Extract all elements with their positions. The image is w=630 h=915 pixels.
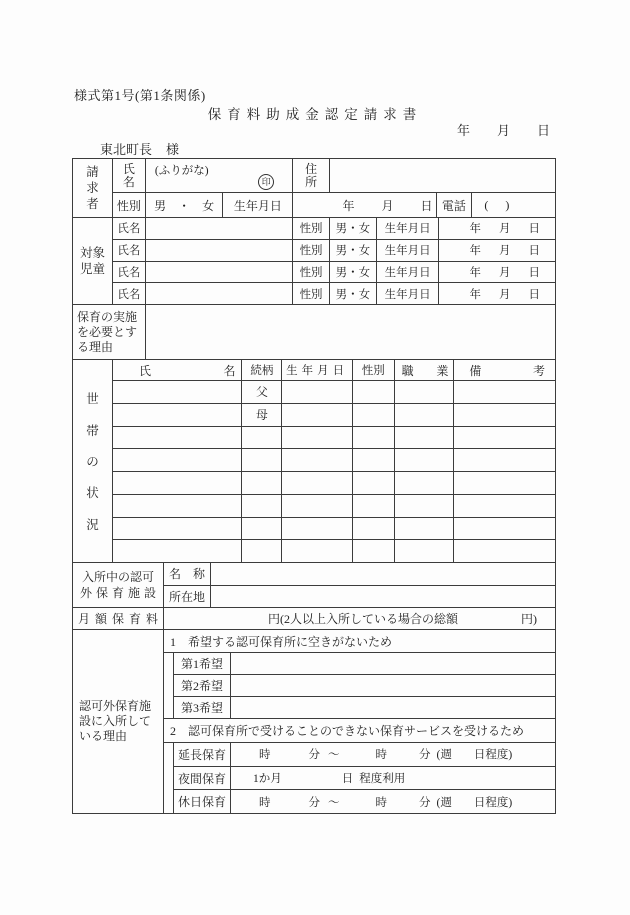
child-birth-label: 生年月日 <box>377 240 440 261</box>
household-occupation-header: 職 業 <box>395 360 455 380</box>
household-gender-field[interactable] <box>353 518 395 540</box>
indent-strip <box>164 743 174 813</box>
requester-address-field[interactable] <box>330 159 555 192</box>
child-gender-label: 性別 <box>293 240 330 261</box>
household-name-field[interactable] <box>113 518 242 540</box>
household-occupation-field[interactable] <box>395 404 455 426</box>
child-gender-label: 性別 <box>293 218 330 239</box>
monthly-fee-tail: 円) <box>521 612 537 626</box>
household-occupation-field[interactable] <box>395 540 455 562</box>
household-notes-field[interactable] <box>454 540 555 562</box>
household-gender-field[interactable] <box>353 404 395 426</box>
household-row <box>113 381 555 404</box>
household-name-field[interactable] <box>113 495 242 517</box>
child-row <box>113 262 555 284</box>
enrollment-reason-label: 認可外保育施 設に入所して いる理由 <box>73 630 164 813</box>
household-birth-field[interactable] <box>282 427 353 449</box>
household-birth-field[interactable] <box>282 404 353 426</box>
care-reason-label: 保育の実施 を必要とす る理由 <box>73 305 146 359</box>
preference-2-field[interactable] <box>231 675 555 696</box>
household-occupation-field[interactable] <box>395 381 455 403</box>
household-notes-field[interactable] <box>454 427 555 449</box>
household-gender-field[interactable] <box>353 381 395 403</box>
household-relation-field[interactable] <box>242 472 282 494</box>
household-relation-field[interactable] <box>242 495 282 517</box>
household-notes-field[interactable] <box>454 518 555 540</box>
seal-mark: 印 <box>258 174 274 190</box>
holiday-care-field[interactable]: 時 分 ～ 時 分 (週 日程度) <box>259 796 513 809</box>
requester-birth-field[interactable]: 年 月 日 <box>293 193 436 217</box>
child-name-field[interactable] <box>146 283 293 304</box>
household-notes-field[interactable] <box>454 495 555 517</box>
requester-section-label: 請 求 者 <box>73 159 113 217</box>
child-birth-field[interactable]: 年 月 日 <box>469 245 540 258</box>
enrollment-reason-section <box>73 630 555 813</box>
household-relation-field[interactable]: 母 <box>242 404 282 426</box>
household-gender-field[interactable] <box>353 472 395 494</box>
household-name-field[interactable] <box>113 472 242 494</box>
child-row <box>113 283 555 304</box>
addressee <box>100 139 179 158</box>
monthly-fee-label: 月額保育料 <box>73 608 164 629</box>
form-number: 様式第1号(第1条関係) <box>74 88 206 103</box>
household-name-field[interactable] <box>113 540 242 562</box>
facility-name-field[interactable] <box>211 563 555 585</box>
furigana-hint: (ふりがな) <box>154 165 209 177</box>
household-occupation-field[interactable] <box>395 518 455 540</box>
facility-section <box>73 563 555 608</box>
household-notes-field[interactable] <box>454 472 555 494</box>
facility-section-label: 入所中の認可 外保育施設 <box>73 563 164 607</box>
household-birth-field[interactable] <box>282 495 353 517</box>
facility-location-label: 所在地 <box>164 586 211 608</box>
requester-name-field[interactable] <box>146 159 293 192</box>
care-reason-section <box>73 305 555 360</box>
extended-care-label: 延長保育 <box>174 743 231 766</box>
requester-gender-options[interactable]: 男 ・ 女 <box>146 193 224 217</box>
child-gender-options[interactable]: 男・女 <box>330 262 377 283</box>
household-section-label: 世 帯 の 状 況 <box>73 360 113 562</box>
page-title: 保育料助成金認定請求書 <box>207 107 423 122</box>
household-gender-field[interactable] <box>353 449 395 471</box>
household-name-header: 氏 名 <box>113 360 242 380</box>
child-name-field[interactable] <box>146 218 293 239</box>
household-birth-field[interactable] <box>282 449 353 471</box>
household-row <box>113 495 555 518</box>
child-name-label: 氏名 <box>113 218 146 239</box>
reason-item-2: 2 認可保育所で受けることのできない保育サービスを受けるため <box>164 719 555 743</box>
household-row <box>113 427 555 450</box>
preference-1-field[interactable] <box>231 653 555 674</box>
child-gender-label: 性別 <box>293 283 330 304</box>
household-birth-field[interactable] <box>282 540 353 562</box>
requester-phone-label: 電話 <box>437 193 473 217</box>
child-birth-field[interactable]: 年 月 日 <box>469 288 540 301</box>
child-name-field[interactable] <box>146 240 293 261</box>
household-row <box>113 404 555 427</box>
household-gender-field[interactable] <box>353 495 395 517</box>
addressee-name: 東北町長 <box>100 142 153 157</box>
household-notes-field[interactable] <box>454 449 555 471</box>
child-name-label: 氏名 <box>113 262 146 283</box>
household-occupation-field[interactable] <box>395 495 455 517</box>
extended-care-field[interactable]: 時 分 ～ 時 分 (週 日程度) <box>259 749 513 762</box>
household-gender-field[interactable] <box>353 540 395 562</box>
addressee-honorific: 様 <box>166 142 180 157</box>
monthly-fee-field[interactable] <box>164 608 555 629</box>
holiday-care-row <box>174 790 555 813</box>
preference-2-label: 第2希望 <box>174 675 231 696</box>
household-relation-field[interactable]: 父 <box>242 381 282 403</box>
night-care-label: 夜間保育 <box>174 767 231 790</box>
household-relation-header: 続柄 <box>242 360 282 380</box>
household-notes-field[interactable] <box>454 381 555 403</box>
child-name-label: 氏名 <box>113 283 146 304</box>
preference-3-label: 第3希望 <box>174 697 231 718</box>
household-section <box>73 360 555 563</box>
requester-gender-label: 性別 <box>113 193 146 217</box>
children-rows <box>113 218 555 304</box>
household-relation-field[interactable] <box>242 427 282 449</box>
child-birth-label: 生年月日 <box>377 262 440 283</box>
household-gender-header: 性別 <box>353 360 395 380</box>
extended-care-row <box>174 743 555 767</box>
household-relation-field[interactable] <box>242 518 282 540</box>
household-row <box>113 518 555 541</box>
child-row <box>113 218 555 240</box>
children-section <box>73 218 555 305</box>
household-gender-field[interactable] <box>353 427 395 449</box>
household-name-field[interactable] <box>113 381 242 403</box>
indent-strip <box>164 653 174 718</box>
household-occupation-field[interactable] <box>395 472 455 494</box>
household-birth-header: 生年月日 <box>282 360 353 380</box>
child-gender-options[interactable]: 男・女 <box>330 218 377 239</box>
facility-location-field[interactable] <box>211 586 555 608</box>
facility-name-label: 名 称 <box>164 563 211 585</box>
reason-item-1: 1 希望する認可保育所に空きがないため <box>164 630 555 653</box>
service-group <box>164 743 555 813</box>
date-day-label: 日 <box>537 123 551 138</box>
household-relation-field[interactable] <box>242 540 282 562</box>
child-birth-field[interactable]: 年 月 日 <box>469 223 540 236</box>
form-table <box>72 158 556 814</box>
household-row <box>113 540 555 562</box>
monthly-fee-text: 円(2人以上入所している場合の総額 <box>268 612 458 626</box>
household-birth-field[interactable] <box>282 472 353 494</box>
household-name-field[interactable] <box>113 404 242 426</box>
household-birth-field[interactable] <box>282 381 353 403</box>
child-name-label: 氏名 <box>113 240 146 261</box>
preference-1-label: 第1希望 <box>174 653 231 674</box>
household-relation-field[interactable] <box>242 449 282 471</box>
child-gender-label: 性別 <box>293 262 330 283</box>
household-row <box>113 472 555 495</box>
household-header-row <box>113 360 555 381</box>
household-notes-field[interactable] <box>454 404 555 426</box>
night-care-row <box>174 767 555 791</box>
child-row <box>113 240 555 262</box>
household-row <box>113 449 555 472</box>
requester-address-label: 住 所 <box>293 159 330 192</box>
care-reason-field[interactable] <box>146 305 555 359</box>
household-occupation-field[interactable] <box>395 427 455 449</box>
requester-phone-field[interactable]: ( ) <box>484 197 510 212</box>
household-name-field[interactable] <box>113 449 242 471</box>
holiday-care-label: 休日保育 <box>174 790 231 813</box>
monthly-fee-section <box>73 608 555 630</box>
requester-section <box>73 159 555 218</box>
household-name-field[interactable] <box>113 427 242 449</box>
child-gender-options[interactable]: 男・女 <box>330 283 377 304</box>
preference-group <box>164 653 555 719</box>
date-line <box>457 120 550 139</box>
child-gender-options[interactable]: 男・女 <box>330 240 377 261</box>
household-birth-field[interactable] <box>282 518 353 540</box>
child-birth-field[interactable]: 年 月 日 <box>469 266 540 279</box>
requester-name-label: 氏 名 <box>113 159 146 192</box>
household-occupation-field[interactable] <box>395 449 455 471</box>
household-notes-header: 備 考 <box>469 363 546 378</box>
night-care-field[interactable]: 1か月 日 程度利用 <box>253 773 406 785</box>
preference-3-field[interactable] <box>231 697 555 718</box>
child-birth-label: 生年月日 <box>377 218 440 239</box>
requester-birth-label: 生年月日 <box>223 193 293 217</box>
children-section-label: 対象 児童 <box>73 218 113 304</box>
date-year-label: 年 <box>457 123 471 138</box>
child-birth-label: 生年月日 <box>377 283 440 304</box>
date-month-label: 月 <box>497 123 511 138</box>
child-name-field[interactable] <box>146 262 293 283</box>
